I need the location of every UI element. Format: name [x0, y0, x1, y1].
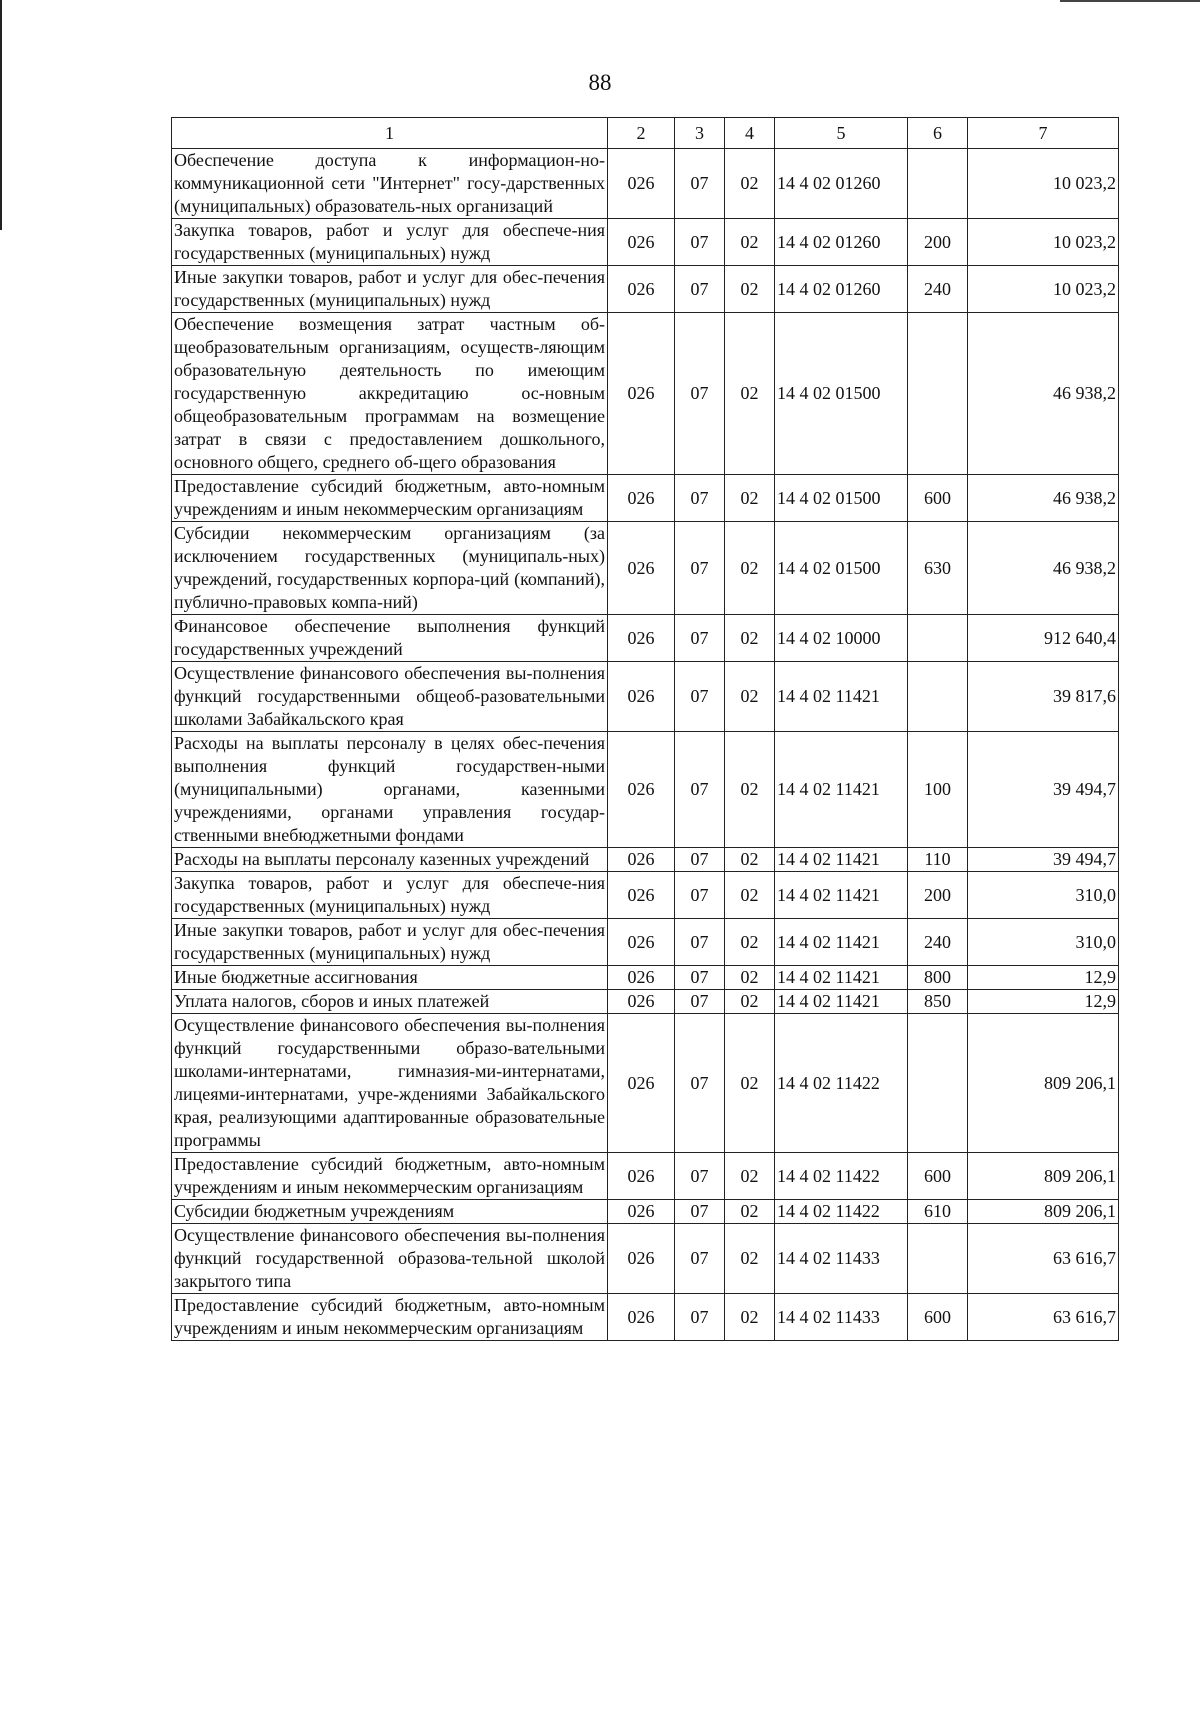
subsection-code-cell: 02 [725, 149, 775, 219]
table-row [172, 1153, 1119, 1200]
table-row [172, 848, 1119, 872]
ministry-code-cell: 026 [608, 872, 675, 919]
ministry-code-cell: 026 [608, 475, 675, 522]
section-code-cell: 07 [675, 1014, 725, 1153]
column-header: 3 [675, 118, 725, 149]
section-code-cell: 07 [675, 848, 725, 872]
amount-cell: 46 938,2 [968, 522, 1119, 615]
row-name-cell: Обеспечение доступа к информацион-но-коммуникационной сети "Интернет" госу-дарственных (муниципальных) образователь-ных организаций [172, 149, 608, 219]
section-code-cell: 07 [675, 475, 725, 522]
page-number: 88 [588, 70, 612, 95]
target-article-cell: 14 4 02 01260 [775, 266, 908, 313]
section-code-cell: 07 [675, 1224, 725, 1294]
section-code-cell: 07 [675, 919, 725, 966]
table-row [172, 1224, 1119, 1294]
amount-cell: 39 817,6 [968, 662, 1119, 732]
subsection-code-cell: 02 [725, 219, 775, 266]
row-name-cell: Предоставление субсидий бюджетным, авто-номным учреждениям и иным некоммерческим организациям [172, 475, 608, 522]
section-code-cell: 07 [675, 1153, 725, 1200]
amount-cell: 809 206,1 [968, 1014, 1119, 1153]
ministry-code-cell: 026 [608, 919, 675, 966]
subsection-code-cell: 02 [725, 662, 775, 732]
ministry-code-cell: 026 [608, 1153, 675, 1200]
section-code-cell: 07 [675, 313, 725, 475]
amount-cell: 10 023,2 [968, 266, 1119, 313]
section-code-cell: 07 [675, 872, 725, 919]
expense-type-cell: 800 [908, 966, 968, 990]
ministry-code-cell: 026 [608, 313, 675, 475]
ministry-code-cell: 026 [608, 990, 675, 1014]
scan-edge-left [0, 0, 2, 230]
section-code-cell: 07 [675, 662, 725, 732]
table-row [172, 615, 1119, 662]
amount-cell: 63 616,7 [968, 1294, 1119, 1341]
target-article-cell: 14 4 02 11421 [775, 732, 908, 848]
table-row [172, 313, 1119, 475]
column-header: 2 [608, 118, 675, 149]
expense-type-cell: 240 [908, 266, 968, 313]
subsection-code-cell: 02 [725, 990, 775, 1014]
table-row [172, 266, 1119, 313]
table-row [172, 919, 1119, 966]
amount-cell: 39 494,7 [968, 848, 1119, 872]
table-row [172, 475, 1119, 522]
amount-cell: 310,0 [968, 919, 1119, 966]
amount-cell: 809 206,1 [968, 1200, 1119, 1224]
expense-type-cell [908, 1224, 968, 1294]
expense-type-cell: 600 [908, 475, 968, 522]
row-name-cell: Предоставление субсидий бюджетным, авто-номным учреждениям и иным некоммерческим организациям [172, 1153, 608, 1200]
row-name-cell: Иные бюджетные ассигнования [172, 966, 608, 990]
section-code-cell: 07 [675, 1200, 725, 1224]
ministry-code-cell: 026 [608, 966, 675, 990]
row-name-cell: Предоставление субсидий бюджетным, авто-номным учреждениям и иным некоммерческим организациям [172, 1294, 608, 1341]
expense-type-cell [908, 1014, 968, 1153]
expense-type-cell: 100 [908, 732, 968, 848]
amount-cell: 46 938,2 [968, 313, 1119, 475]
section-code-cell: 07 [675, 1294, 725, 1341]
subsection-code-cell: 02 [725, 522, 775, 615]
subsection-code-cell: 02 [725, 313, 775, 475]
ministry-code-cell: 026 [608, 615, 675, 662]
amount-cell: 10 023,2 [968, 149, 1119, 219]
ministry-code-cell: 026 [608, 1014, 675, 1153]
section-code-cell: 07 [675, 149, 725, 219]
expense-type-cell [908, 662, 968, 732]
subsection-code-cell: 02 [725, 1200, 775, 1224]
target-article-cell: 14 4 02 01500 [775, 475, 908, 522]
row-name-cell: Расходы на выплаты персоналу в целях обес-печения выполнения функций государствен-ными (муниципальными) органами, казенными учреждениями, органами управления государ-ственными внебюджетными фондами [172, 732, 608, 848]
row-name-cell: Иные закупки товаров, работ и услуг для обес-печения государственных (муниципальных) нужд [172, 266, 608, 313]
target-article-cell: 14 4 02 11421 [775, 966, 908, 990]
column-header: 7 [968, 118, 1119, 149]
column-header: 5 [775, 118, 908, 149]
row-name-cell: Осуществление финансового обеспечения вы-полнения функций государственной образова-тельной школой закрытого типа [172, 1224, 608, 1294]
amount-cell: 809 206,1 [968, 1153, 1119, 1200]
expense-type-cell: 610 [908, 1200, 968, 1224]
row-name-cell: Закупка товаров, работ и услуг для обеспече-ния государственных (муниципальных) нужд [172, 219, 608, 266]
amount-cell: 10 023,2 [968, 219, 1119, 266]
target-article-cell: 14 4 02 11433 [775, 1294, 908, 1341]
subsection-code-cell: 02 [725, 1153, 775, 1200]
table-row [172, 1014, 1119, 1153]
ministry-code-cell: 026 [608, 219, 675, 266]
target-article-cell: 14 4 02 11421 [775, 848, 908, 872]
scan-edge-top [1060, 0, 1200, 2]
expense-type-cell: 630 [908, 522, 968, 615]
row-name-cell: Иные закупки товаров, работ и услуг для обес-печения государственных (муниципальных) нужд [172, 919, 608, 966]
target-article-cell: 14 4 02 11421 [775, 990, 908, 1014]
row-name-cell: Субсидии бюджетным учреждениям [172, 1200, 608, 1224]
table-row [172, 1200, 1119, 1224]
ministry-code-cell: 026 [608, 522, 675, 615]
table-row [172, 966, 1119, 990]
target-article-cell: 14 4 02 11421 [775, 919, 908, 966]
target-article-cell: 14 4 02 11422 [775, 1014, 908, 1153]
section-code-cell: 07 [675, 219, 725, 266]
ministry-code-cell: 026 [608, 732, 675, 848]
expense-type-cell: 110 [908, 848, 968, 872]
row-name-cell: Уплата налогов, сборов и иных платежей [172, 990, 608, 1014]
table-row [172, 219, 1119, 266]
row-name-cell: Расходы на выплаты персоналу казенных учреждений [172, 848, 608, 872]
subsection-code-cell: 02 [725, 872, 775, 919]
expense-type-cell [908, 313, 968, 475]
ministry-code-cell: 026 [608, 1294, 675, 1341]
amount-cell: 12,9 [968, 990, 1119, 1014]
target-article-cell: 14 4 02 01500 [775, 522, 908, 615]
subsection-code-cell: 02 [725, 848, 775, 872]
budget-table [171, 117, 1119, 1341]
expense-type-cell: 240 [908, 919, 968, 966]
row-name-cell: Осуществление финансового обеспечения вы-полнения функций государственными образо-вательными школами-интернатами, гимназия-ми-интернатами, лицеями-интернатами, учре-ждениями Забайкальского края, реализующими адаптированные образовательные программы [172, 1014, 608, 1153]
subsection-code-cell: 02 [725, 1224, 775, 1294]
ministry-code-cell: 026 [608, 149, 675, 219]
section-code-cell: 07 [675, 615, 725, 662]
expense-type-cell: 200 [908, 219, 968, 266]
amount-cell: 63 616,7 [968, 1224, 1119, 1294]
amount-cell: 46 938,2 [968, 475, 1119, 522]
table-row [172, 732, 1119, 848]
table-body [172, 149, 1119, 1341]
expense-type-cell: 600 [908, 1153, 968, 1200]
section-code-cell: 07 [675, 522, 725, 615]
subsection-code-cell: 02 [725, 1294, 775, 1341]
target-article-cell: 14 4 02 10000 [775, 615, 908, 662]
row-name-cell: Субсидии некоммерческим организациям (за исключением государственных (муниципаль-ных) учреждений, государственных корпора-ций (компаний), публично-правовых компа-ний) [172, 522, 608, 615]
ministry-code-cell: 026 [608, 1224, 675, 1294]
target-article-cell: 14 4 02 01500 [775, 313, 908, 475]
target-article-cell: 14 4 02 11422 [775, 1153, 908, 1200]
table-row [172, 149, 1119, 219]
target-article-cell: 14 4 02 11433 [775, 1224, 908, 1294]
expense-type-cell [908, 149, 968, 219]
table-row [172, 872, 1119, 919]
target-article-cell: 14 4 02 11422 [775, 1200, 908, 1224]
subsection-code-cell: 02 [725, 615, 775, 662]
table-header-row [172, 118, 1119, 149]
amount-cell: 12,9 [968, 966, 1119, 990]
column-header: 1 [172, 118, 608, 149]
target-article-cell: 14 4 02 01260 [775, 149, 908, 219]
subsection-code-cell: 02 [725, 919, 775, 966]
table-row [172, 1294, 1119, 1341]
section-code-cell: 07 [675, 732, 725, 848]
table-row [172, 522, 1119, 615]
target-article-cell: 14 4 02 11421 [775, 662, 908, 732]
table-row [172, 662, 1119, 732]
ministry-code-cell: 026 [608, 266, 675, 313]
section-code-cell: 07 [675, 266, 725, 313]
expense-type-cell: 600 [908, 1294, 968, 1341]
column-header: 4 [725, 118, 775, 149]
row-name-cell: Финансовое обеспечение выполнения функций государственных учреждений [172, 615, 608, 662]
section-code-cell: 07 [675, 990, 725, 1014]
target-article-cell: 14 4 02 11421 [775, 872, 908, 919]
row-name-cell: Закупка товаров, работ и услуг для обеспече-ния государственных (муниципальных) нужд [172, 872, 608, 919]
column-header: 6 [908, 118, 968, 149]
amount-cell: 912 640,4 [968, 615, 1119, 662]
ministry-code-cell: 026 [608, 848, 675, 872]
expense-type-cell: 850 [908, 990, 968, 1014]
amount-cell: 310,0 [968, 872, 1119, 919]
table-row [172, 990, 1119, 1014]
ministry-code-cell: 026 [608, 662, 675, 732]
row-name-cell: Осуществление финансового обеспечения вы-полнения функций государственными общеоб-разовательными школами Забайкальского края [172, 662, 608, 732]
section-code-cell: 07 [675, 966, 725, 990]
amount-cell: 39 494,7 [968, 732, 1119, 848]
subsection-code-cell: 02 [725, 475, 775, 522]
target-article-cell: 14 4 02 01260 [775, 219, 908, 266]
subsection-code-cell: 02 [725, 732, 775, 848]
subsection-code-cell: 02 [725, 966, 775, 990]
ministry-code-cell: 026 [608, 1200, 675, 1224]
subsection-code-cell: 02 [725, 266, 775, 313]
row-name-cell: Обеспечение возмещения затрат частным об-щеобразовательным организациям, осуществ-ляющим образовательную деятельность по имеющим государственную аккредитацию ос-новным общеобразовательным программам на возмещение затрат в связи с предоставлением дошкольного, основного общего, среднего об-щего образования [172, 313, 608, 475]
expense-type-cell: 200 [908, 872, 968, 919]
subsection-code-cell: 02 [725, 1014, 775, 1153]
expense-type-cell [908, 615, 968, 662]
